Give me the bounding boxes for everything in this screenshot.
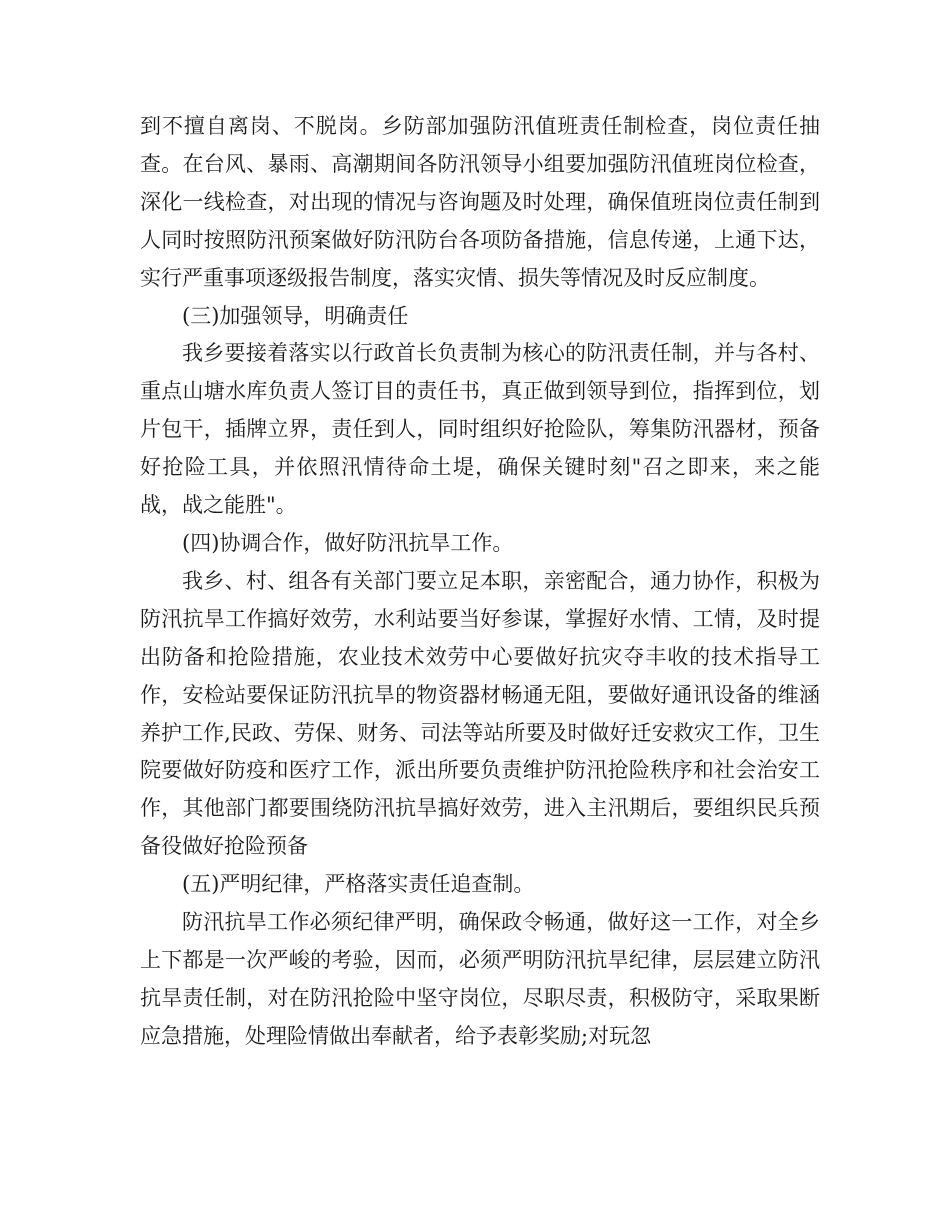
- section-heading-3: (三)加强领导，明确责任: [182, 303, 409, 328]
- document-body: [140, 108, 820, 1056]
- paragraph-continuation: 到不擅自离岗、不脱岗。乡防部加强防汛值班责任制检查，岗位责任抽查。在台风、暴雨、高潮期间各防汛领导小组要加强防汛值班岗位检查，深化一线检查，对出现的情况与咨询题及时处理，确保值班岗位责任制到人同时按照防汛预案做好防汛防台各项防备措施，信息传递，上通下达，实行严重事项逐级报告制度，落实灾情、损失等情况及时反应制度。: [140, 114, 820, 290]
- section-heading-5: (五)严明纪律，严格落实责任追查制。: [182, 872, 535, 897]
- paragraph-leadership: 我乡要接着落实以行政首长负责制为核心的防汛责任制，并与各村、重点山塘水库负责人签订目的责任书，真正做到领导到位，指挥到位，划片包干，插牌立界，责任到人，同时组织好抢险队，筹集防汛器材，预备好抢险工具，并依照汛情待命土堤，确保关键时刻"召之即来，来之能战，战之能胜"。: [140, 341, 820, 518]
- section-heading-4: (四)协调合作，做好防汛抗旱工作。: [182, 530, 514, 555]
- paragraph-discipline: 防汛抗旱工作必须纪律严明，确保政令畅通，做好这一工作，对全乡上下都是一次严峻的考验，因而，必须严明防汛抗旱纪律，层层建立防汛抗旱责任制，对在防汛抢险中坚守岗位，尽职尽责，积极防守，采取果断应急措施，处理险情做出奉献者，给予表彰奖励;对玩忽: [140, 910, 820, 1048]
- paragraph-cooperation: 我乡、村、组各有关部门要立足本职，亲密配合，通力协作，积极为防汛抗旱工作搞好效劳，水利站要当好参谋，掌握好水情、工情，及时提出防备和抢险措施，农业技术效劳中心要做好抗灾夺丰收的技术指导工作，安检站要保证防汛抗旱的物资器材畅通无阻，要做好通讯设备的维涵养护工作,民政、劳保、财务、司法等站所要及时做好迁安救灾工作，卫生院要做好防疫和医疗工作，派出所要负责维护防汛抢险秩序和社会治安工作，其他部门都要围绕防汛抗旱搞好效劳，进入主汛期后，要组织民兵预备役做好抢险预备: [140, 568, 820, 859]
